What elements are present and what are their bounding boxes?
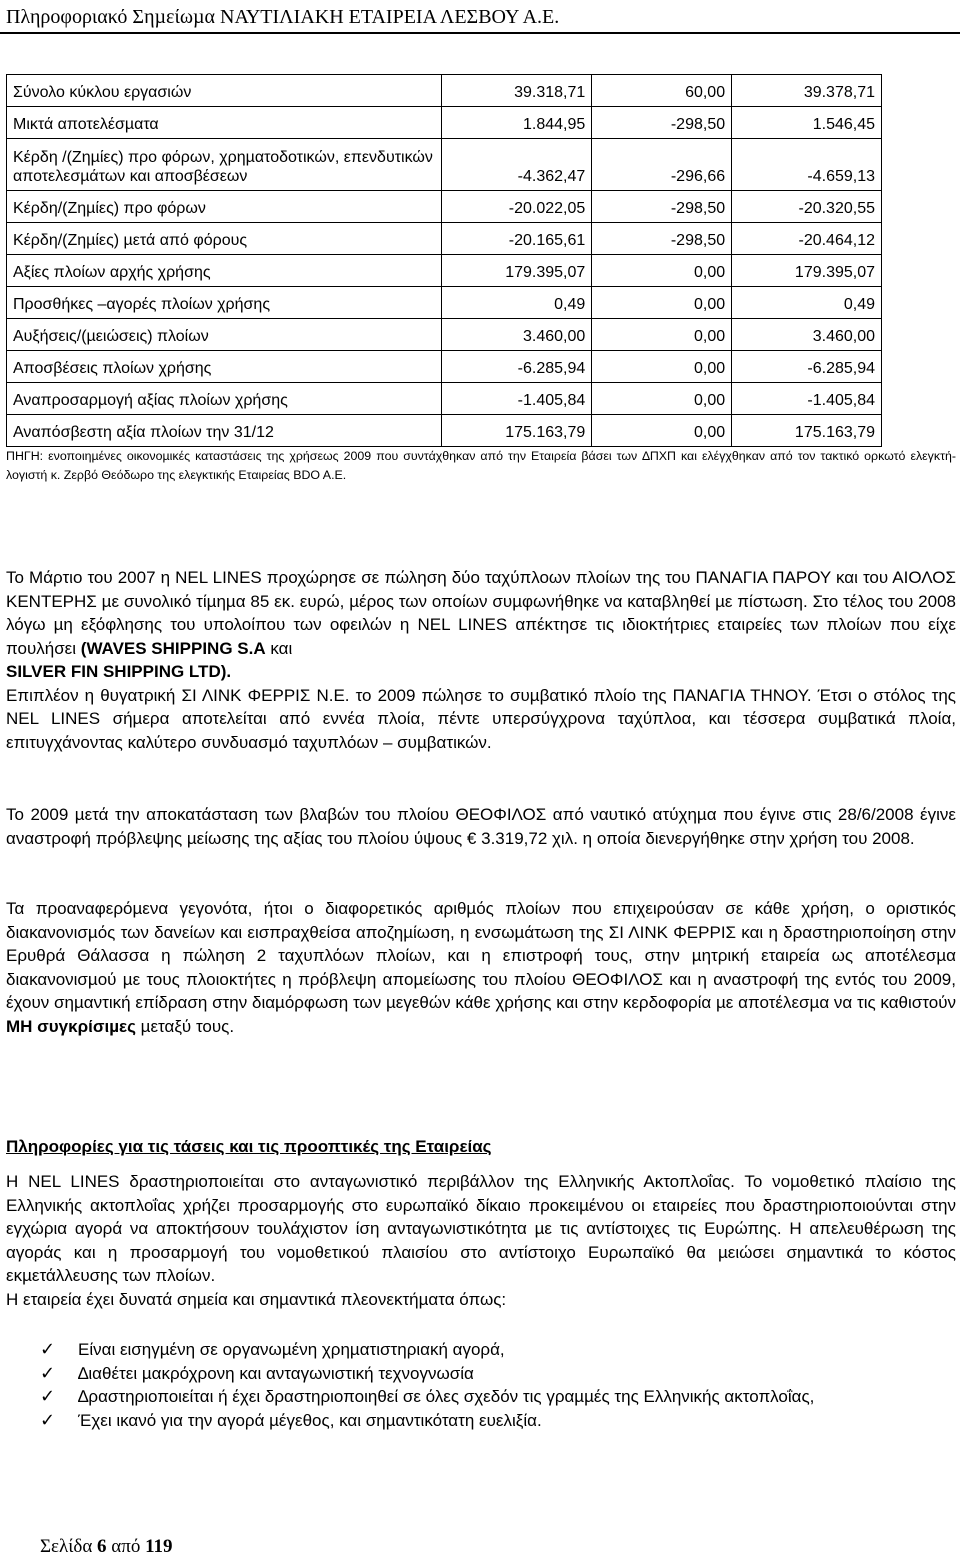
checkmark-icon: ✓ — [40, 1339, 56, 1359]
checkmark-icon: ✓ — [40, 1362, 56, 1383]
table-row — [7, 383, 882, 415]
table-row — [7, 107, 882, 139]
value-cell: 3.460,00 — [732, 319, 882, 351]
row-label-cell: Αναπροσαρµογή αξίας πλοίων χρήσης — [7, 383, 442, 415]
table-row — [7, 351, 882, 383]
row-label-cell: Αξίες πλοίων αρχής χρήσης — [7, 255, 442, 287]
paragraph-text: Το Μάρτιο του 2007 η NEL LINES προχώρησε σε πώληση δύο ταχύπλοων πλοίων της του ΠΑΝΑΓΙΑ ΠΑΡΟΥ και του ΑΙΟΛΟΣ ΚΕΝΤΕΡΗΣ µε συνολικό τίµηµα 85 εκ. ευρώ, µέρος των οποίων συµφωνήθηκε να καταβληθεί µε πίστωση. Στο τέλος του 2008 λόγω µη εξόφλησης του υπολοίπου των οφειλών η NEL LINES απέκτησε τις ιδιοκτήτριες εταιρείες των πλοίων που είχε πουλήσει — [6, 568, 956, 658]
strengths-list — [6, 1338, 956, 1432]
list-item — [6, 1338, 956, 1362]
paragraph-trends — [6, 1170, 956, 1311]
footer-separator: από — [106, 1536, 146, 1557]
value-cell: -1.405,84 — [732, 383, 882, 415]
value-cell: -6.285,94 — [442, 351, 592, 383]
value-cell: 179.395,07 — [442, 255, 592, 287]
header-divider — [0, 32, 960, 34]
value-cell: 0,49 — [442, 287, 592, 319]
value-cell: 0,00 — [592, 415, 732, 447]
row-label-cell: Σύνολο κύκλου εργασιών — [7, 75, 442, 107]
value-cell: -20.320,55 — [732, 191, 882, 223]
table-row — [7, 75, 882, 107]
table-row — [7, 255, 882, 287]
value-cell: -296,66 — [592, 139, 732, 191]
value-cell: 175.163,79 — [442, 415, 592, 447]
value-cell: 1.844,95 — [442, 107, 592, 139]
table-row — [7, 223, 882, 255]
paragraph-theofilos: Το 2009 µετά την αποκατάσταση των βλαβών του πλοίου ΘΕΟΦΙΛΟΣ από ναυτικό ατύχηµα που έγινε στις 28/6/2008 έγινε αναστροφή πρόβλεψης µείωσης της αξίας του πλοίου ύψους € 3.319,72 χιλ. η οποία διενεργήθηκε στην χρήση του 2008. — [6, 805, 956, 848]
list-item-text: ∆ιαθέτει µακρόχρονη και ανταγωνιστική τεχνογνωσία — [78, 1363, 474, 1383]
paragraph-fleet-sale — [6, 566, 956, 754]
paragraph-comparability — [6, 897, 956, 1038]
paragraph-strengths-intro: Η εταιρεία έχει δυνατά σηµεία και σηµαντικά πλεονεκτήµατα όπως: — [6, 1289, 507, 1309]
page-footer — [40, 1536, 173, 1558]
table-row — [7, 287, 882, 319]
checkmark-icon: ✓ — [40, 1409, 56, 1430]
value-cell: -4.362,47 — [442, 139, 592, 191]
section-heading-trends: Πληροφορίες για τις τάσεις και τις προοπτικές της Εταιρείας — [6, 1137, 492, 1156]
row-label-cell: Αποσβέσεις πλοίων χρήσης — [7, 351, 442, 383]
list-item-text: Είναι εισηγµένη σε οργανωµένη χρηµατιστηριακή αγορά, — [78, 1340, 505, 1359]
value-cell: 0,00 — [592, 255, 732, 287]
table-row — [7, 415, 882, 447]
row-label-cell: Προσθήκες –αγορές πλοίων χρήσης — [7, 287, 442, 319]
table-row — [7, 139, 882, 191]
value-cell: 0,49 — [732, 287, 882, 319]
value-cell: -1.405,84 — [442, 383, 592, 415]
paragraph-text: και — [265, 638, 293, 658]
company-name-bold: (WAVES SHIPPING S.A — [80, 638, 266, 658]
value-cell: -20.464,12 — [732, 223, 882, 255]
document-header-title: Πληροφοριακό Σηµείωµα ΝΑΥΤΙΛΙΑΚΗ ΕΤΑΙΡΕΙΑ ΛΕΣΒΟΥ Α.Ε. — [6, 6, 560, 28]
emphasis-bold: ΜΗ συγκρίσιµες — [6, 1016, 136, 1036]
paragraph-fleet-composition: Επιπλέον η θυγατρική ΣΙ ΛΙΝΚ ΦΕΡΡΙΣ Ν.Ε. το 2009 πώλησε το συµβατικό πλοίο της ΠΑΝΑΓΙΑ ΤΗΝΟΥ. Έτσι ο στόλος της NEL LINES σήµερα αποτελείται από εννέα πλοία, πέντε υπερσύγχρονα ταχύπλοα, και τέσσερα συµβατικά πλοία, επιτυγχάνοντας καλύτερο συνδυασµό ταχυπλόων – συµβατικών. — [6, 685, 956, 752]
table-source-note: ΠΗΓΗ: ενοποιηµένες οικονοµικές καταστάσεις της χρήσεως 2009 που συντάχθηκαν από την Εταιρεία βάσει των ∆ΠΧΠ και ελέγχθηκαν από τον τακτικό ορκωτό ελεγκτή-λογιστή κ. Ζερβό Θεόδωρο της ελεγκτικής Εταιρείας BDO A.E. — [6, 449, 956, 482]
row-label-cell: Κέρδη/(Ζηµίες) µετά από φόρους — [7, 223, 442, 255]
list-item — [6, 1362, 956, 1386]
value-cell: 0,00 — [592, 351, 732, 383]
value-cell: 0,00 — [592, 287, 732, 319]
paragraph-fleet-sale-text — [6, 566, 956, 684]
list-item — [6, 1385, 956, 1409]
value-cell: -6.285,94 — [732, 351, 882, 383]
value-cell: 39.318,71 — [442, 75, 592, 107]
value-cell: 60,00 — [592, 75, 732, 107]
value-cell: 175.163,79 — [732, 415, 882, 447]
row-label-cell: Αναπόσβεστη αξία πλοίων την 31/12 — [7, 415, 442, 447]
paragraph-text: Τα προαναφερόµενα γεγονότα, ήτοι ο διαφορετικός αριθµός πλοίων που επιχειρούσαν σε κάθε χρήση, ο οριστικός διακανονισµός των δανείων και εισπραχθείσα αποζηµίωση, η ενσωµάτωση της ΣΙ ΛΙΝΚ ΦΕΡΡΙΣ και η δραστηριοποίηση στην Ερυθρά Θάλασσα η πώληση 2 ταχυπλόων πλοίων, και η επιστροφή τους, στην µητρική εταιρεία ως αποτέλεσµα διακανονισµού µε τους πλοιοκτήτες η πρόβλεψη αποµείωσης του πλοίου ΘΕΟΦΙΛΟΣ και η αναστροφή της εντός του 2009, έχουν σηµαντική επίδραση στην διαµόρφωση των µεγεθών κάθε χρήσης και στην κερδοφορία µε αποτέλεσµα να τις καθιστούν — [6, 899, 956, 1012]
value-cell: -298,50 — [592, 191, 732, 223]
financial-summary-table — [6, 74, 882, 447]
value-cell: 39.378,71 — [732, 75, 882, 107]
list-item-text: Έχει ικανό για την αγορά µέγεθος, και σηµαντικότατη ευελιξία. — [78, 1410, 542, 1430]
value-cell: -298,50 — [592, 107, 732, 139]
value-cell: 3.460,00 — [442, 319, 592, 351]
value-cell: -20.022,05 — [442, 191, 592, 223]
value-cell: -4.659,13 — [732, 139, 882, 191]
checkmark-icon: ✓ — [40, 1386, 56, 1406]
value-cell: -298,50 — [592, 223, 732, 255]
value-cell: 179.395,07 — [732, 255, 882, 287]
value-cell: 0,00 — [592, 319, 732, 351]
paragraph-market-context: Η NEL LINES δραστηριοποιείται στο ανταγωνιστικό περιβάλλον της Ελληνικής Ακτοπλοΐας. Το νοµοθετικό πλαίσιο της Ελληνικής ακτοπλοΐας χρήζει προσαρµογής στο ευρωπαϊκό δίκαιο προκειµένου οι εταιρείες που δραστηριοποιούνται στην εγχώρια αγορά να αποκτήσουν τουλάχιστον ίση ανταγωνιστικότητα µε τις αντίστοιχες τις Ευρώπης. Η απελευθέρωση της αγοράς και η προσαρµογή του νοµοθετικού πλαισίου στο αντίστοιχο Ευρωπαϊκό θα µειώσει σηµαντικά το κόστος εκµετάλλευσης των πλοίων. — [6, 1172, 956, 1285]
page-number: 6 — [97, 1536, 107, 1557]
row-label-cell: Κέρδη/(Ζηµίες) προ φόρων — [7, 191, 442, 223]
footer-prefix: Σελίδα — [40, 1536, 98, 1557]
list-item-text: ∆ραστηριοποιείται ή έχει δραστηριοποιηθεί σε όλες σχεδόν τις γραµµές της Ελληνικής ακτοπλοΐας, — [78, 1387, 815, 1406]
table-row — [7, 191, 882, 223]
row-label-cell: Μικτά αποτελέσµατα — [7, 107, 442, 139]
row-label-cell: Κέρδη /(Ζηµίες) προ φόρων, χρηµατοδοτικών, επενδυτικών αποτελεσµάτων και αποσβέσεων — [7, 139, 442, 191]
value-cell: 0,00 — [592, 383, 732, 415]
page-total: 119 — [145, 1536, 173, 1557]
row-label-cell: Αυξήσεις/(µειώσεις) πλοίων — [7, 319, 442, 351]
value-cell: 1.546,45 — [732, 107, 882, 139]
value-cell: -20.165,61 — [442, 223, 592, 255]
table-row — [7, 319, 882, 351]
paragraph-text: µεταξύ τους. — [135, 1016, 235, 1036]
list-item — [6, 1409, 956, 1433]
company-name-bold: SILVER FIN SHIPPING LTD). — [6, 662, 232, 681]
